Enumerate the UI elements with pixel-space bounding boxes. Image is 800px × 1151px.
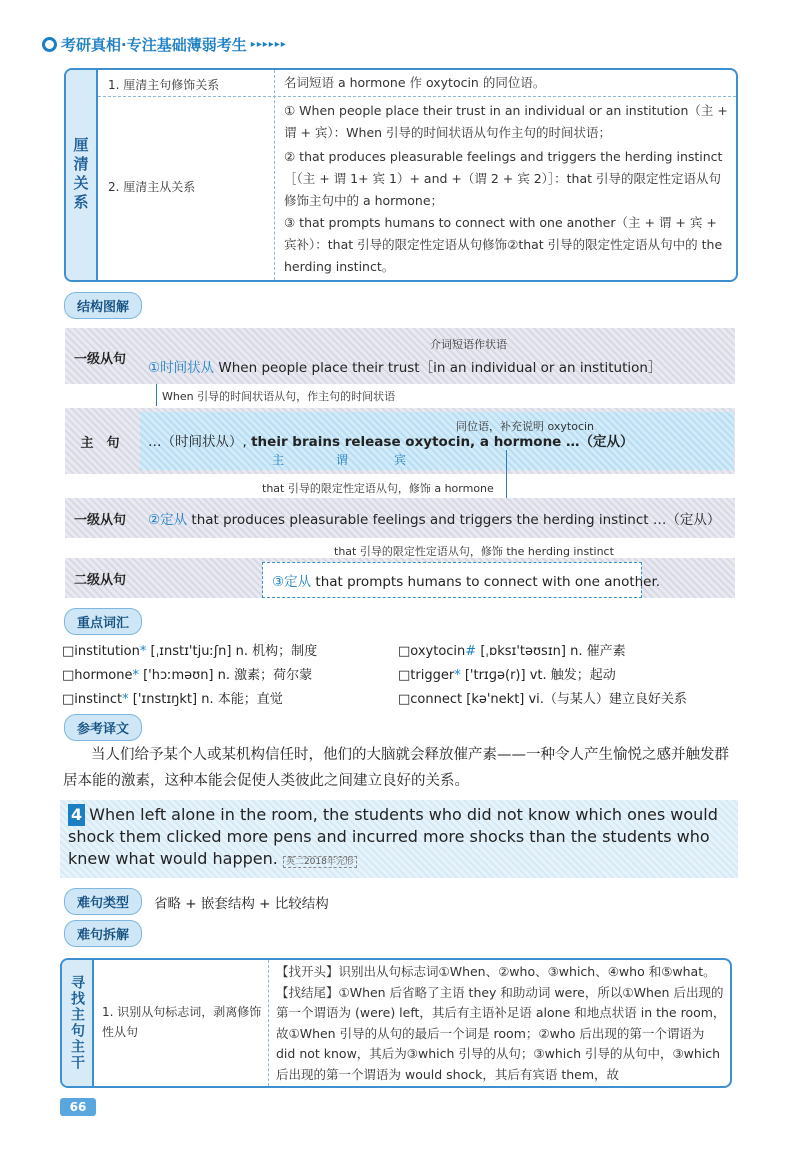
table2-right: 【找开头】识别出从句标志词①When、②who、③which、④who 和⑤what。【找结尾】①When 后省略了主语 they 和助动词 were，所以①When 后出现的第一个谓语为 (were) left，其后有主语补足语 alone 和地点状语 in the room，故①When 引导的从句的最后一个词是 room；②who 后出现的第一个谓语为 did not know，其后为③which 引导的从句；③which 引导的从句中，③which 后出现的第一个谓语为 would shock，其后有宾语 them，故 <box>276 964 726 1082</box>
difficulty-value: 省略 + 嵌套结构 + 比较结构 <box>154 896 329 912</box>
breakdown-table <box>60 958 732 1088</box>
row1-left: 1. 厘清主句修饰关系 <box>108 78 220 92</box>
main-role-subject: 主 <box>272 453 285 467</box>
row1-right: 名词短语 a hormone 作 oxytocin 的同位语。 <box>284 75 546 90</box>
question-number: 4 <box>68 804 85 826</box>
translation-text: 当人们给予某个人或某机构信任时，他们的大脑就会释放催产素——一种令人产生愉悦之感并触发群居本能的激素，这种本能会促使人类彼此之间建立良好的关系。 <box>63 747 729 789</box>
brand-header <box>42 34 287 55</box>
analysis-table <box>64 68 738 282</box>
level2-label: 二级从句 <box>73 573 126 588</box>
vocab-item: □institution* [ˌɪnstɪ'tjuːʃn] n. 机构；制度 <box>62 644 318 659</box>
level2-sentence: ③定从 that prompts humans to connect with one another. <box>272 574 661 590</box>
main-bottom-note: that 引导的限定性定语从句，修饰 a hormone <box>262 482 494 495</box>
main-top-note: 同位语，补充说明 oxytocin <box>456 420 595 433</box>
main-role-object: 宾 <box>394 453 407 467</box>
level1-sentence: ①时间状从 When people place their trust［in an individual or an institution］ <box>148 360 662 376</box>
arrows-decoration: ▸▸▸▸▸▸ <box>250 39 287 50</box>
level1b-bottom-note: that 引导的限定性定语从句，修饰 the herding instinct <box>334 545 614 558</box>
table-side-label: 厘清关系 <box>66 70 98 280</box>
section-tag-structure: 结构图解 <box>64 292 142 319</box>
level1-bottom-note: When 引导的时间状语从句，作主句的时间状语 <box>162 390 396 403</box>
row2-para1: ① When people place their trust in an individual or an institution（主 + 谓 + 宾）：When 引导的时间状语从句作主句的时间状语； <box>284 103 728 140</box>
level1b-label: 一级从句 <box>73 513 126 528</box>
level1-top-note: 介词短语作状语 <box>430 338 507 351</box>
row2-para3: ③ that prompts humans to connect with one another（主 + 谓 + 宾 + 宾补）：that 引导的限定性定语从句修饰②that 引导的限定性定语从句中的 the herding instinct。 <box>284 215 723 274</box>
level1-label: 一级从句 <box>73 352 126 367</box>
main-sentence: …（时间状从）, their brains release oxytocin, a hormone …（定从） <box>148 434 634 450</box>
vocab-item: □instinct* ['ɪnstɪŋkt] n. 本能；直觉 <box>62 692 283 707</box>
section-tag-breakdown: 难句拆解 <box>64 920 142 947</box>
table2-left: 1. 识别从句标志词，剥离修饰性从句 <box>102 1005 262 1039</box>
section-tag-difficulty: 难句类型 <box>64 888 142 915</box>
row2-para2: ② that produces pleasurable feelings and triggers the herding instinct［（主 + 谓 1+ 宾 1）+ and +（谓 2 + 宾 2）］：that 引导的限定性定语从句修饰主句中的 a hormone； <box>284 149 723 208</box>
section-tag-vocab: 重点词汇 <box>64 608 142 635</box>
vocab-item: □trigger* ['trɪɡə(r)] vt. 触发；起动 <box>398 668 616 683</box>
question-source: 英二2018年完形 <box>283 856 357 868</box>
vocab-item: □oxytocin# [ˌɒksɪ'təʊsɪn] n. 催产素 <box>398 644 626 659</box>
main-label: 主 句 <box>80 436 120 451</box>
main-role-verb: 谓 <box>336 453 349 467</box>
vocab-item: □hormone* ['hɔːməʊn] n. 激素；荷尔蒙 <box>62 668 313 683</box>
question-text: When left alone in the room, the students who did not know which ones would shock them clicked more pens and incurred more shocks than the students who knew what would happen. <box>68 805 718 868</box>
page-number: 66 <box>60 1098 96 1116</box>
level1b-sentence: ②定从 that produces pleasurable feelings and triggers the herding instinct …（定从） <box>148 512 721 528</box>
brand-title: 考研真相·专注基础薄弱考生 <box>61 36 247 54</box>
question-4-block <box>60 800 738 878</box>
section-tag-translation: 参考译文 <box>64 714 142 741</box>
magnifier-logo-icon <box>42 37 57 52</box>
vocab-item: □connect [kə'nekt] vi.（与某人）建立良好关系 <box>398 692 687 707</box>
table2-side-label: 寻找主句主干 <box>62 960 94 1086</box>
row2-left: 2. 厘清主从关系 <box>108 180 196 194</box>
